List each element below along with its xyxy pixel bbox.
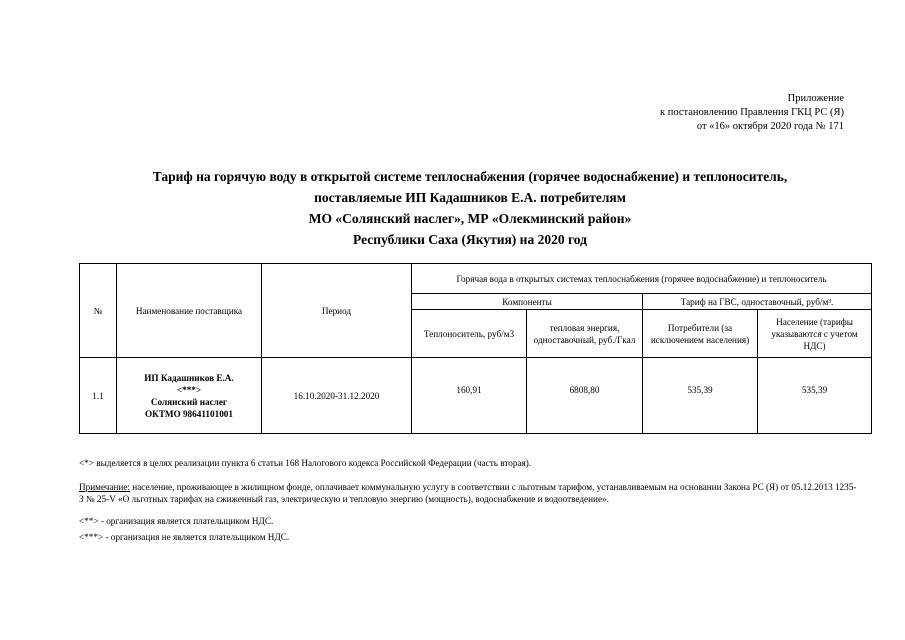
supplier-vat-mark: <***>: [176, 384, 202, 395]
row-carrier: 160,91: [412, 358, 527, 434]
table-row: [80, 358, 872, 434]
header-components: Компоненты: [412, 294, 643, 310]
remark-text: население, проживающее в жилищном фонде, оплачивает коммунальную услугу в соответствии с льготным тарифом, устанавливаемым на основании Закона РС (Я) от 05.12.2013 1235-З № 25-V «О льготных тарифах на сжиженный газ, электрическую и тепловую энергию (мощность), водоснабжение и водоотведение».: [79, 482, 857, 504]
appendix-block: [660, 92, 844, 134]
header-carrier: Теплоноситель, руб/м3: [412, 310, 527, 358]
tariff-table: [79, 263, 872, 434]
footnotes: [79, 457, 859, 543]
footnote-vat-payer: <**> - организация является плательщиком НДС.: [79, 516, 274, 526]
row-period: 16.10.2020-31.12.2020: [262, 358, 412, 434]
header-consumers: Потребители (за исключением населения): [643, 310, 758, 358]
footnote-remark: [79, 481, 859, 505]
footnote-non-vat-payer: <***> - организация не является плательщиком НДС.: [79, 532, 290, 542]
appendix-line-1: Приложение: [787, 93, 844, 104]
header-row-1: [80, 264, 872, 294]
header-population: Население (тарифы указываются с учетом НДС): [758, 310, 872, 358]
header-num: №: [80, 264, 117, 358]
header-supplier: Наименование поставщика: [117, 264, 262, 358]
supplier-name: ИП Кадашников Е.А.: [144, 372, 234, 383]
appendix-line-2: к постановлению Правления ГКЦ РС (Я): [660, 107, 844, 118]
supplier-oktmo: ОКТМО 98641101001: [145, 408, 233, 419]
row-consumers: 535,39: [643, 358, 758, 434]
header-energy: тепловая энергия, одноставочный, руб./Гкал: [527, 310, 643, 358]
row-num: 1.1: [80, 358, 117, 434]
header-hot-water-group: Горячая вода в открытых системах теплоснабжения (горячее водоснабжение) и теплоноситель: [412, 264, 872, 294]
supplier-locality: Солянский наслег: [150, 396, 228, 407]
remark-label: Примечание:: [79, 482, 130, 492]
row-supplier: [117, 358, 262, 434]
header-period: Период: [262, 264, 412, 358]
header-tariff: Тариф на ГВС, одноставочный, руб/м³.: [643, 294, 872, 310]
title-line-4: Республики Саха (Якутия) на 2020 год: [353, 232, 587, 247]
appendix-line-3: от «16» октября 2020 года № 171: [696, 121, 844, 132]
footnote-vat: <*> выделяется в целях реализации пункта 6 статьи 168 Налогового кодекса Российской Федерации (часть вторая).: [79, 458, 532, 468]
document-title: [70, 166, 870, 250]
title-line-1: Тариф на горячую воду в открытой системе теплоснабжения (горячее водоснабжение) и теплоноситель,: [152, 169, 788, 184]
title-line-3: МО «Солянский наслег», МР «Олекминский район»: [308, 211, 632, 226]
row-energy: 6808,80: [527, 358, 643, 434]
row-population: 535,39: [758, 358, 872, 434]
title-line-2: поставляемые ИП Кадашников Е.А. потребителям: [314, 190, 626, 205]
